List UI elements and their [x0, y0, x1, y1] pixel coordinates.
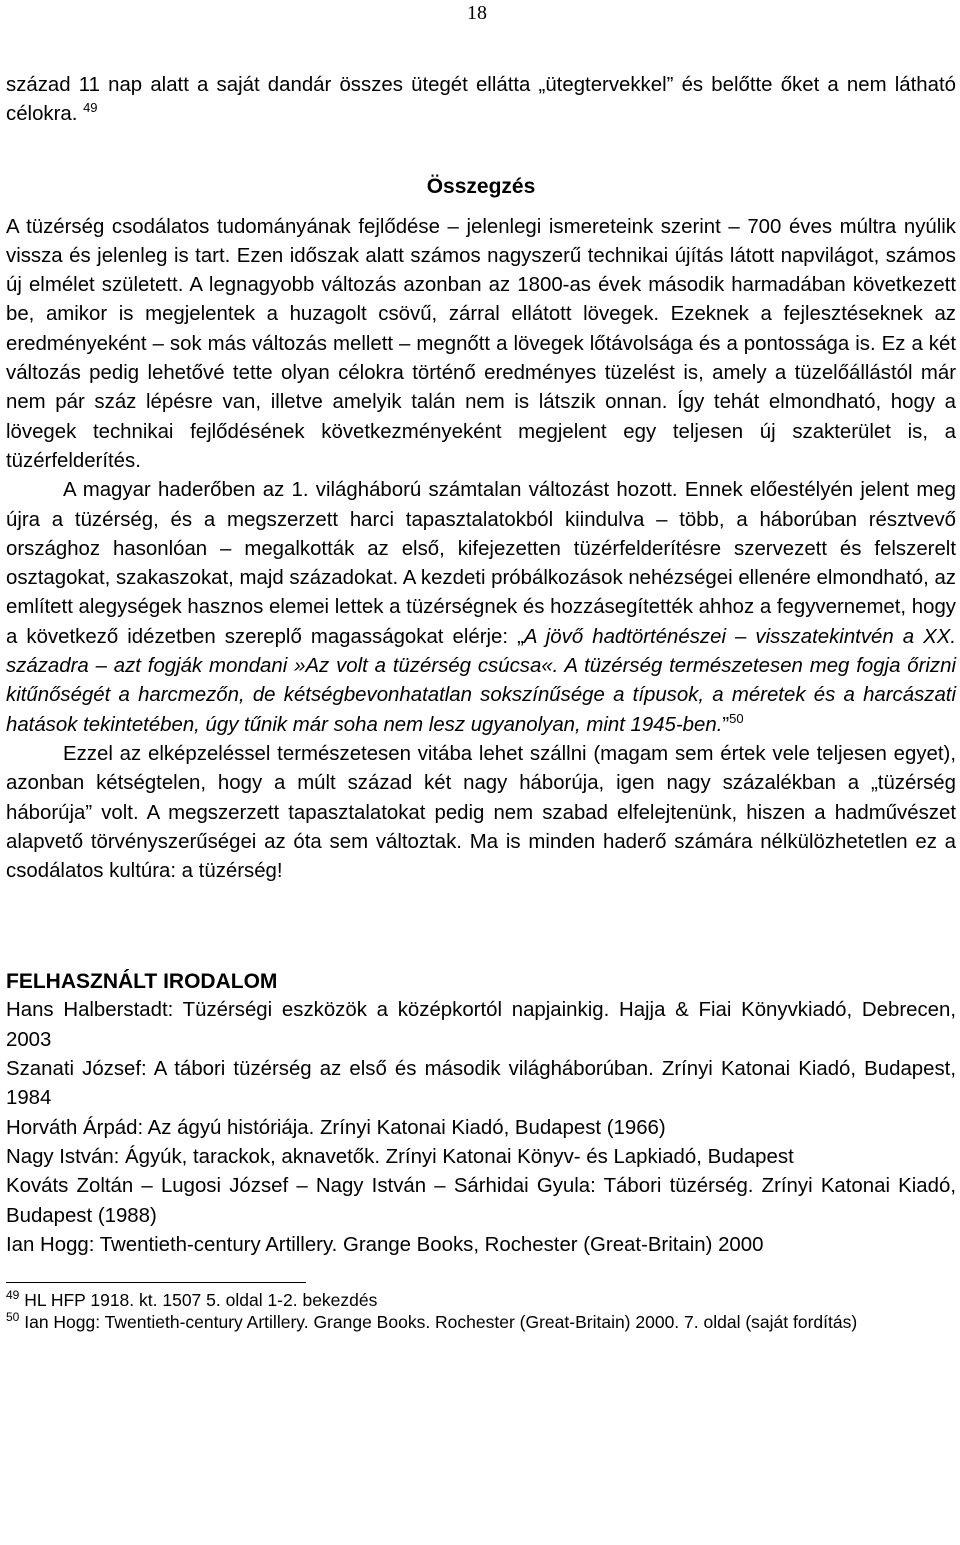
- intro-paragraph: [6, 71, 956, 130]
- quotation-close: ”: [722, 713, 730, 736]
- footnote-ref-50: 50: [729, 710, 744, 726]
- reference-item: Hans Halberstadt: Tüzérségi eszközök a középkortól napjainkig. Hajja & Fiai Könyvkiadó, Debrecen, 2003: [6, 999, 956, 1051]
- section-title: Összegzés: [426, 174, 536, 198]
- footnote-divider: [6, 1282, 306, 1283]
- paragraph-3: Ezzel az elképzeléssel természetesen vitába lehet szállni (magam sem értek vele teljesen egyet), azonban kétségtelen, hogy a múlt század két nagy háborúja, igen nagy százalékban a „tüzérség háborúja” volt. A megszerzett tapasztalatokat pedig nem szabad elfelejtenünk, hiszen a hadművészet alapvető törvényszerűségei az óta sem változtak. Ma is minden haderő számára nélkülözhetetlen ez a csodálatos kultúra: a tüzérség!: [6, 742, 956, 883]
- references-title: FELHASZNÁLT IRODALOM: [6, 970, 278, 994]
- document-body: [6, 71, 956, 1333]
- paragraph-2: [6, 476, 956, 740]
- reference-item: Nagy István: Ágyúk, tarackok, aknavetők. Zrínyi Katonai Könyv- és Lapkiadó, Budapest: [6, 1145, 794, 1168]
- paragraph-2-text: A magyar haderőben az 1. világháború számtalan változást hozott. Ennek előestélyén jelent meg újra a tüzérség, és a megszerzett harci tapasztalatokból kiindulva – több, a háborúban résztvevő országhoz hasonlóan – megalkották az első, kifejezetten tüzérfelderítésre szervezett és felszerelt osztagokat, szakaszokat, majd századokat. A kezdeti próbálkozások nehézségei ellenére elmondható, az említett alegységek hasznos elemei lettek a tüzérségnek és hozzásegítették ahhoz a fegyvernemet, hogy a következő idézetben szereplő magasságokat elérje: „: [6, 479, 956, 648]
- footnote-text: Ian Hogg: Twentieth-century Artillery. Grange Books. Rochester (Great-Britain) 2000. 7. oldal (saját fordítás): [24, 1312, 858, 1333]
- footnote-text: HL HFP 1918. kt. 1507 5. oldal 1-2. bekezdés: [24, 1290, 378, 1311]
- quotation: A jövő hadtörténészei – visszatekintvén a XX. századra – azt fogják mondani »Az volt a tüzérség csúcsa«. A tüzérség természetesen meg fogja őrizni kitűnőségét a harcmezőn, de kétségbevonhatatlan sokszínűsége a típusok, a méretek és a harcászati hatások tekintetében, úgy tűnik már soha nem lesz ugyanolyan, mint 1945-ben.: [6, 625, 956, 736]
- reference-item: Ian Hogg: Twentieth-century Artillery. Grange Books, Rochester (Great-Britain) 2000: [6, 1233, 764, 1256]
- paragraph-1: A tüzérség csodálatos tudományának fejlődése – jelenlegi ismereteink szerint – 700 éves múltra nyúlik vissza és jelenleg is tart. Ezen időszak alatt számos nagyszerű technikai újítás látott napvilágot, számos új elmélet született. A legnagyobb változás azonban az 1800-as évek második harmadában következett be, amikor is megjelentek a huzagolt csövű, zárral ellátott lövegek. Ezeknek a fejlesztéseknek az eredményeként – sok más változás mellett – megnőtt a lövegek lőtávolsága és a pontossága is. Ez a két változás pedig lehetővé tette olyan célokra történő eredményes tüzelést is, amely a tüzelőállástól már nem pár száz lépésre van, illetve amelyik talán nem is látszik onnan. Így tehát elmondható, hogy a lövegek technikai fejlődésének következményeként megjelent egy teljesen új szakterület is, a tüzérfelderítés.: [6, 215, 956, 472]
- footnote-49: [6, 1289, 956, 1311]
- page-number: 18: [467, 2, 487, 24]
- footnote-ref-49: 49: [83, 100, 98, 116]
- footnote-50: [6, 1311, 956, 1333]
- intro-text: század 11 nap alatt a saját dandár összes ütegét ellátta „ütegtervekkel” és belőtte őket a nem látható célokra.: [6, 74, 956, 126]
- reference-item: Kováts Zoltán – Lugosi József – Nagy István – Sárhidai Gyula: Tábori tüzérség. Zrínyi Katonai Kiadó, Budapest (1988): [6, 1175, 956, 1227]
- footnote-number: 50: [6, 1310, 20, 1325]
- footnote-number: 49: [6, 1288, 20, 1303]
- reference-item: Horváth Árpád: Az ágyú históriája. Zrínyi Katonai Kiadó, Budapest (1966): [6, 1116, 666, 1139]
- reference-item: Szanati József: A tábori tüzérség az első és második világháborúban. Zrínyi Katonai Kiadó, Budapest, 1984: [6, 1058, 956, 1110]
